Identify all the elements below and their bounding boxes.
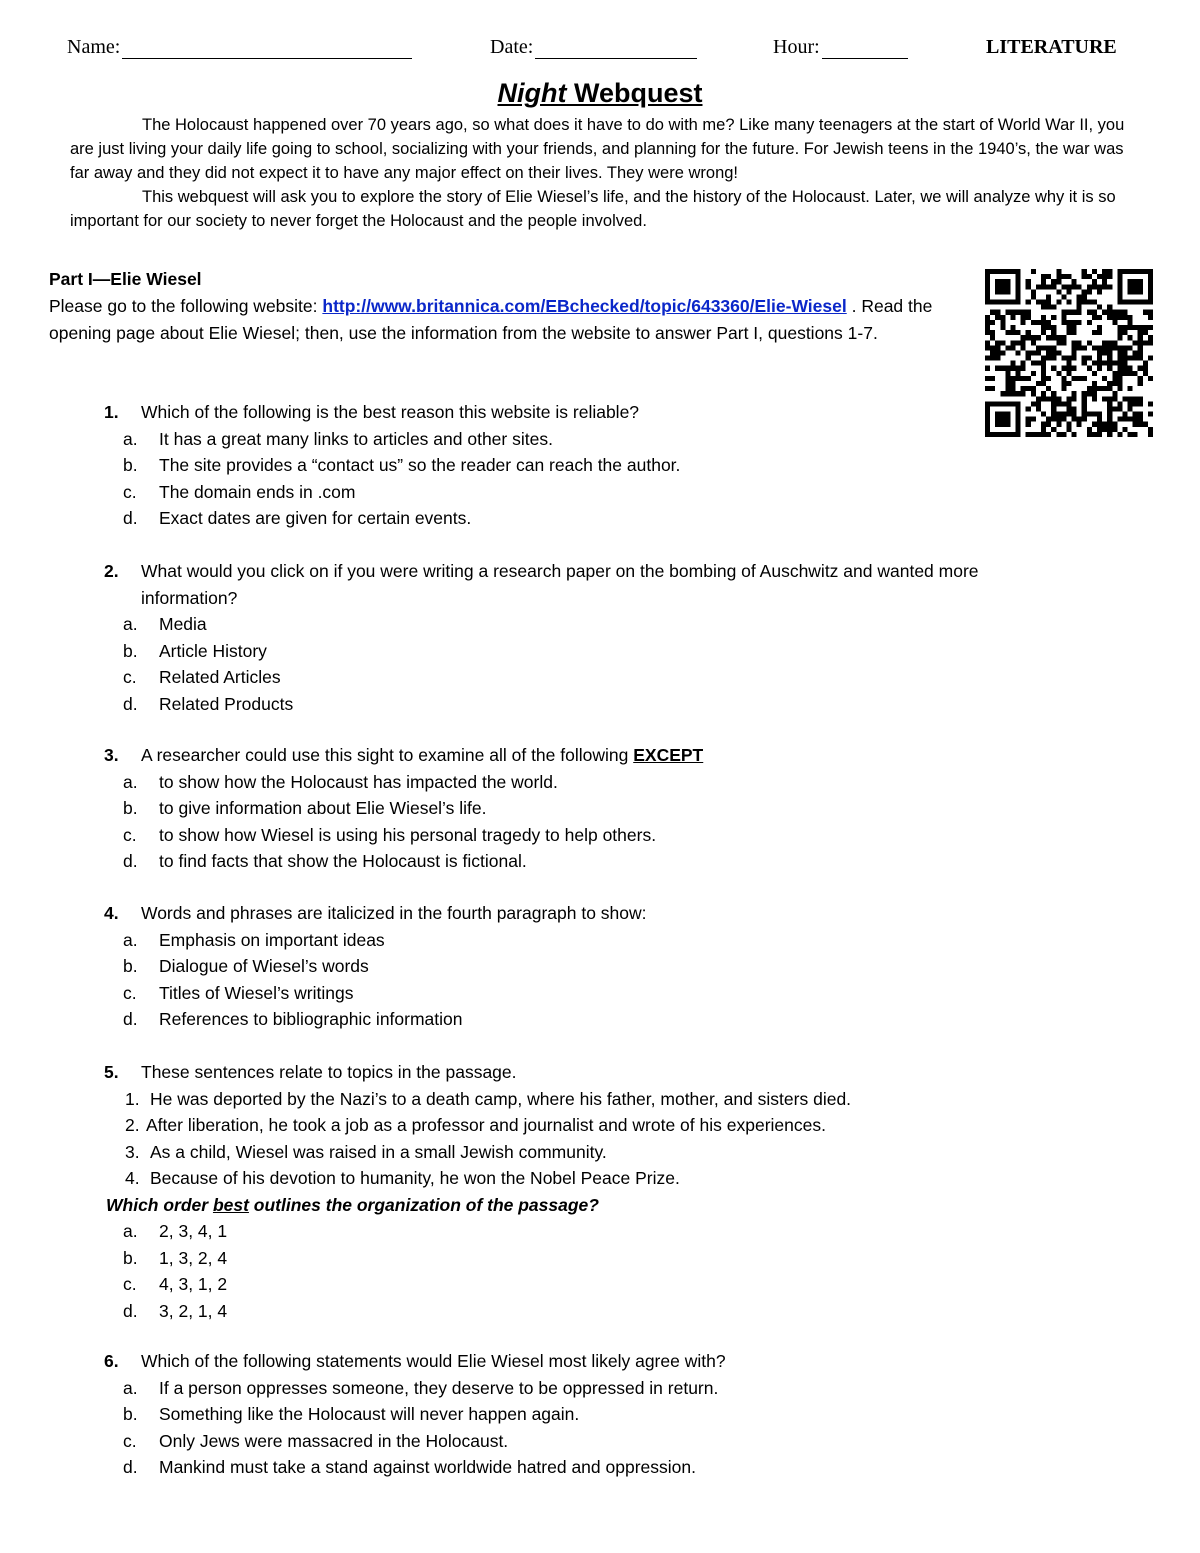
answer-option[interactable]: [0, 848, 1200, 875]
option-text: to find facts that show the Holocaust is fictional.: [159, 851, 527, 871]
question-text: These sentences relate to topics in the passage.: [141, 1062, 517, 1082]
intro-paragraph-2: [70, 185, 1130, 233]
option-letter: d.: [123, 1457, 138, 1477]
worksheet-header: [0, 36, 1200, 66]
question-4: [0, 900, 1200, 1033]
hour-blank-line[interactable]: [822, 38, 908, 59]
question-text-continued: information?: [141, 587, 238, 608]
part-lead-in: Please go to the following website:: [49, 296, 323, 316]
option-text: References to bibliographic information: [159, 1009, 463, 1029]
hour-field[interactable]: [773, 36, 908, 59]
option-letter: c.: [123, 1274, 137, 1294]
option-letter: d.: [123, 1300, 138, 1321]
option-text: 1, 3, 2, 4: [159, 1247, 228, 1268]
option-letter: d.: [123, 851, 138, 871]
part-instructions: [49, 293, 969, 347]
sentence-number: 1.: [125, 1088, 140, 1109]
question-text: [141, 742, 703, 769]
answer-option[interactable]: [0, 927, 1200, 954]
option-letter: d.: [123, 508, 138, 528]
question-text: What would you click on if you were writing a research paper on the bombing of Auschwitz and wanted more: [141, 561, 979, 581]
sentence-text: After liberation, he took a job as a professor and journalist and wrote of his experiences.: [146, 1115, 826, 1135]
answer-option[interactable]: [0, 1298, 1200, 1325]
title-rest: Webquest: [566, 78, 703, 108]
option-text: It has a great many links to articles and other sites.: [159, 428, 553, 449]
answer-option[interactable]: [0, 1401, 1200, 1428]
answer-option[interactable]: [0, 769, 1200, 796]
intro-text-2: This webquest will ask you to explore the story of Elie Wiesel’s life, and the history of the Holocaust. Later, we will analyze why it is so important for our society to never forget the Holocaust and the people involved.: [70, 188, 1116, 230]
question-text: Which of the following is the best reason this website is reliable?: [141, 402, 640, 422]
sentence-text: He was deported by the Nazi’s to a death camp, where his father, mother, and sisters died.: [150, 1088, 852, 1109]
question-3: [0, 742, 1200, 875]
part-heading: Part I—Elie Wiesel: [49, 269, 202, 289]
option-letter: c.: [123, 824, 137, 845]
option-text: Titles of Wiesel’s writings: [159, 982, 354, 1003]
topic-sentence: [0, 1165, 1200, 1192]
option-text: Something like the Holocaust will never happen again.: [159, 1404, 580, 1424]
option-letter: b.: [123, 1247, 138, 1268]
question-number: 2.: [104, 561, 119, 581]
title-italic: Night: [497, 78, 567, 108]
option-letter: b.: [123, 798, 138, 818]
option-text: 2, 3, 4, 1: [159, 1221, 228, 1241]
part-after-link: . Read the opening page about Elie Wiesel; then, use the information from the website to answer Part I, questions 1-7.: [49, 296, 933, 343]
sentence-number: 3.: [125, 1141, 140, 1162]
answer-option[interactable]: [0, 953, 1200, 980]
option-text: to show how Wiesel is using his personal tragedy to help others.: [159, 824, 657, 845]
answer-option[interactable]: [0, 795, 1200, 822]
sentence-text: As a child, Wiesel was raised in a small Jewish community.: [150, 1141, 607, 1162]
question-5: [0, 1059, 1200, 1324]
option-text: Related Articles: [159, 667, 281, 687]
answer-option[interactable]: [0, 505, 1200, 532]
option-text: If a person oppresses someone, they deserve to be oppressed in return.: [159, 1377, 719, 1398]
name-blank-line[interactable]: [122, 38, 412, 59]
option-text: Media: [159, 614, 207, 634]
answer-option[interactable]: [0, 611, 1200, 638]
option-text: Related Products: [159, 693, 294, 714]
answer-option[interactable]: [0, 1454, 1200, 1481]
option-letter: a.: [123, 929, 138, 950]
option-letter: c.: [123, 667, 137, 687]
answer-option[interactable]: [0, 1271, 1200, 1298]
option-letter: c.: [123, 481, 137, 502]
option-letter: c.: [123, 1430, 137, 1451]
question-2: [0, 558, 1200, 717]
date-label: Date:: [490, 36, 534, 58]
option-text: 3, 2, 1, 4: [159, 1300, 228, 1321]
option-letter: a.: [123, 771, 138, 792]
option-text: Dialogue of Wiesel’s words: [159, 956, 369, 976]
option-letter: b.: [123, 455, 138, 475]
answer-option[interactable]: [0, 1245, 1200, 1272]
topic-sentence: [0, 1086, 1200, 1113]
topic-sentence: [0, 1112, 1200, 1139]
option-letter: b.: [123, 1404, 138, 1424]
answer-option[interactable]: [0, 452, 1200, 479]
option-letter: a.: [123, 1377, 138, 1398]
answer-option[interactable]: [0, 1218, 1200, 1245]
answer-option[interactable]: [0, 426, 1200, 453]
intro-paragraph-1: [70, 113, 1130, 185]
option-text: Only Jews were massacred in the Holocaust.: [159, 1430, 509, 1451]
option-letter: b.: [123, 956, 138, 976]
question-number: 4.: [104, 903, 119, 923]
prompt-lead: Which order: [106, 1194, 213, 1215]
option-text: to show how the Holocaust has impacted the world.: [159, 771, 558, 792]
answer-option[interactable]: [0, 980, 1200, 1007]
prompt-rest: outlines the organization of the passage?: [248, 1194, 599, 1215]
option-text: The site provides a “contact us” so the reader can reach the author.: [159, 455, 681, 475]
option-letter: b.: [123, 640, 138, 661]
option-text: Exact dates are given for certain events.: [159, 508, 472, 528]
answer-option[interactable]: [0, 1375, 1200, 1402]
question-number: 3.: [104, 745, 119, 765]
option-text: 4, 3, 1, 2: [159, 1274, 228, 1294]
answer-option[interactable]: [0, 479, 1200, 506]
option-letter: a.: [123, 614, 138, 634]
britannica-link[interactable]: http://www.britannica.com/EBchecked/topic/643360/Elie-Wiesel: [322, 296, 847, 316]
answer-option[interactable]: [0, 822, 1200, 849]
option-letter: a.: [123, 1221, 138, 1241]
question-text: Which of the following statements would Elie Wiesel most likely agree with?: [141, 1351, 726, 1371]
question-text: Words and phrases are italicized in the fourth paragraph to show:: [141, 903, 647, 923]
hour-label: Hour:: [773, 36, 820, 58]
question-text-lead: A researcher could use this sight to examine all of the following: [141, 745, 634, 765]
option-letter: c.: [123, 982, 137, 1003]
question-number: 5.: [104, 1062, 119, 1082]
except-emphasis: EXCEPT: [633, 745, 704, 765]
answer-option[interactable]: [0, 1428, 1200, 1455]
answer-option[interactable]: [0, 638, 1200, 665]
prompt-underlined: best: [212, 1194, 249, 1215]
name-field[interactable]: [67, 36, 412, 59]
date-field[interactable]: [490, 36, 697, 59]
sentence-text: Because of his devotion to humanity, he won the Nobel Peace Prize.: [150, 1168, 680, 1188]
option-letter: d.: [123, 693, 138, 714]
sentence-number: 4.: [125, 1168, 140, 1188]
question-6: [0, 1348, 1200, 1481]
date-blank-line[interactable]: [535, 38, 697, 59]
option-text: The domain ends in .com: [159, 481, 356, 502]
option-letter: d.: [123, 1009, 138, 1029]
intro-text-1: The Holocaust happened over 70 years ago, so what does it have to do with me? Like many teenagers at the start of World War II, you are just living your daily life going to school, socializing with your friends, and planning for the future. For Jewish teens in the 1940’s, the war was far away and they did not expect it to have any major effect on their lives. They were wrong!: [70, 116, 1125, 182]
answer-option[interactable]: [0, 664, 1200, 691]
question-number: 1.: [104, 402, 119, 422]
subject-label: LITERATURE: [986, 36, 1117, 58]
question-number: 6.: [104, 1351, 119, 1371]
topic-sentence: [0, 1139, 1200, 1166]
sentence-number: 2.: [125, 1115, 140, 1135]
name-label: Name:: [67, 36, 121, 58]
page-title: [0, 78, 1200, 109]
question-1: [0, 399, 1200, 532]
option-text: Mankind must take a stand against worldwide hatred and oppression.: [159, 1457, 696, 1477]
option-letter: a.: [123, 428, 138, 449]
answer-option[interactable]: [0, 1006, 1200, 1033]
option-text: to give information about Elie Wiesel’s life.: [159, 798, 487, 818]
order-prompt: [106, 1192, 599, 1219]
answer-option[interactable]: [0, 691, 1200, 718]
option-text: Emphasis on important ideas: [159, 929, 385, 950]
option-text: Article History: [159, 640, 267, 661]
